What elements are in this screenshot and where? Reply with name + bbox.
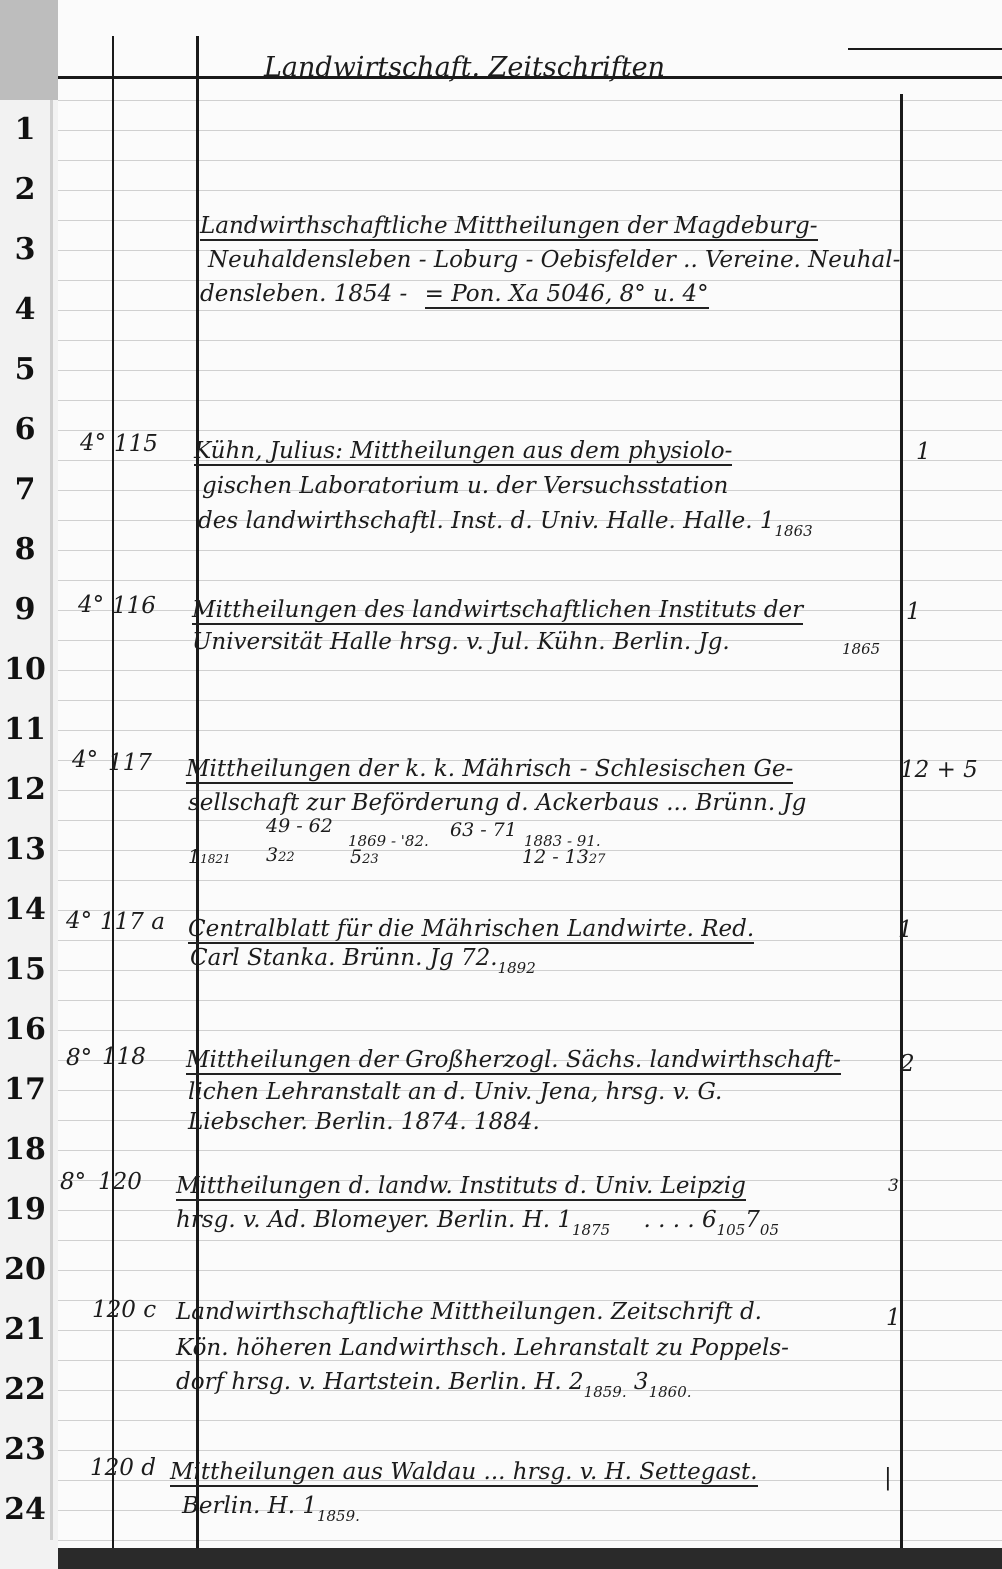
- ruled-line: [58, 1150, 1002, 1151]
- entry-118-line-1-text: Mittheilungen der Großherzogl. Sächs. landwirthschaft-: [186, 1047, 841, 1073]
- line-number: 15: [4, 952, 46, 987]
- entry-118-line-2: lichen Lehranstalt an d. Univ. Jena, hrsg. v. G.: [188, 1079, 723, 1105]
- entry-120c-year-h2: 1859.: [583, 1383, 627, 1401]
- entry-117a-count: 1: [898, 917, 913, 943]
- entry-120-vol-7-year: 05: [759, 1221, 779, 1239]
- entry-116-line-1-text: Mittheilungen des landwirtschaftlichen Instituts der: [192, 597, 804, 623]
- entry-120-vol-7: 7: [745, 1207, 760, 1233]
- ruled-line: [58, 370, 1002, 371]
- entry-120c-line-1: [176, 1298, 762, 1327]
- ruled-line: [58, 550, 1002, 551]
- ruled-line: [58, 340, 1002, 341]
- entry-117-line-1-text: Mittheilungen der k. k. Mährisch - Schlesischen Ge-: [186, 756, 794, 782]
- entry-120d-line-1-text: Mittheilungen aus Waldau ... hrsg. v. H. Settegast.: [170, 1459, 758, 1485]
- ruled-line: [58, 730, 1002, 731]
- entry-116-line-2: Universität Halle hrsg. v. Jul. Kühn. Berlin. Jg.: [192, 629, 730, 655]
- entry-120-format: 8°: [60, 1169, 87, 1195]
- entry-117-count: 12 + 5: [900, 757, 978, 783]
- entry-1-line-2: Neuhaldensleben - Loburg - Oebisfelder .. Vereine. Neuhal-: [208, 247, 901, 273]
- line-number: 21: [4, 1312, 46, 1347]
- ruled-line: [58, 1000, 1002, 1001]
- entry-117-vol-1: [188, 846, 231, 868]
- ruled-line: [58, 1540, 1002, 1541]
- ruled-line: [58, 160, 1002, 161]
- ruled-line: [58, 130, 1002, 131]
- entry-1-line-1: [200, 212, 818, 241]
- entry-117-vol-12-13-num: 12 - 13: [522, 846, 589, 868]
- entry-117a-line-2-text: Carl Stanka. Brünn. Jg 72.: [190, 945, 498, 971]
- entry-117-vol-3: [266, 844, 295, 866]
- entry-1-shelfmark: = Pon. Xa 5046, 8° u. 4°: [424, 281, 709, 307]
- entry-115-line-1: [194, 437, 732, 466]
- entry-1-line-3: [200, 280, 709, 309]
- entry-115-line-3: [198, 507, 813, 546]
- entry-117a-line-1: [188, 915, 754, 944]
- ruled-line: [58, 670, 1002, 671]
- entry-120c-vol-3: 3: [633, 1369, 649, 1395]
- ruled-line: [58, 1270, 1002, 1271]
- ruled-line: [58, 430, 1002, 431]
- entry-117a-year: 1892: [497, 959, 536, 977]
- line-number: 1: [14, 112, 36, 147]
- entry-120d-number: 120 d: [90, 1455, 156, 1481]
- entry-120-line-2-dots: . . . . 6: [643, 1207, 717, 1233]
- entry-116-number: 116: [112, 593, 156, 619]
- entry-1-line-3-text: densleben. 1854 -: [200, 281, 408, 307]
- entry-118-number: 118: [102, 1044, 146, 1070]
- entry-116-year: 1865: [842, 640, 881, 658]
- entry-120d-line-1: [170, 1458, 758, 1487]
- entry-117-vol-12-13: [522, 846, 605, 868]
- ruled-line: [58, 880, 1002, 881]
- line-number: 10: [4, 652, 46, 687]
- ruled-line: [58, 910, 1002, 911]
- ruled-line: [58, 580, 1002, 581]
- margin-header-shade: [0, 0, 58, 100]
- entry-120-count: 3: [888, 1176, 899, 1196]
- line-number: 14: [4, 892, 46, 927]
- entry-117-line-2: sellschaft zur Beförderung d. Ackerbaus ... Brünn. Jg: [188, 790, 807, 816]
- entry-117-vol-63-71: 63 - 71: [450, 819, 517, 841]
- line-number: 2: [14, 172, 36, 207]
- entry-115-line-1-text: Kühn, Julius: Mittheilungen aus dem physiolo-: [194, 438, 733, 464]
- line-number: 13: [4, 832, 46, 867]
- entry-120c-year-h3: 1860.: [648, 1383, 692, 1401]
- line-number: 19: [4, 1192, 46, 1227]
- entry-120d-year: 1859.: [316, 1507, 360, 1525]
- entry-117-line-1: [186, 755, 793, 784]
- header-rule-right: [848, 48, 1002, 50]
- line-number: 8: [14, 532, 36, 567]
- entry-117-format: 4°: [72, 747, 99, 773]
- entry-118-line-3: Liebscher. Berlin. 1874. 1884.: [188, 1109, 540, 1135]
- entry-117-vol-5-num: 5: [350, 846, 363, 868]
- line-number: 12: [4, 772, 46, 807]
- entry-117a-line-1-text: Centralblatt für die Mährischen Landwirte. Red.: [188, 916, 755, 942]
- line-number: 23: [4, 1432, 46, 1467]
- entry-120c-line-3-text: dorf hrsg. v. Hartstein. Berlin. H. 2: [176, 1369, 584, 1395]
- entry-120d-line-2: [182, 1492, 360, 1531]
- entry-117-vol-1-year: 1821: [200, 852, 231, 866]
- ruled-line: [58, 700, 1002, 701]
- entry-120-line-2-text: hrsg. v. Ad. Blomeyer. Berlin. H. 1: [176, 1207, 572, 1233]
- entry-120c-line-2: Kön. höheren Landwirthsch. Lehranstalt zu Poppels-: [176, 1335, 789, 1361]
- ruled-line: [58, 310, 1002, 311]
- entry-118-format: 8°: [66, 1045, 93, 1071]
- entry-1-line-1-text: Landwirthschaftliche Mittheilungen der Magdeburg-: [200, 213, 818, 239]
- line-number: 11: [4, 712, 46, 747]
- entry-117-vol-1-num: 1: [188, 846, 201, 868]
- line-number: 3: [14, 232, 36, 267]
- ruled-line: [58, 820, 1002, 821]
- entry-120-line-2: [176, 1206, 779, 1245]
- entry-120-vol-6-year: 105: [716, 1221, 746, 1239]
- entry-116-line-1: [192, 596, 803, 625]
- entry-117-vol-5-year: 23: [362, 852, 379, 867]
- line-number: 24: [4, 1492, 46, 1527]
- entry-117a-line-2: [190, 944, 536, 983]
- entry-118-line-1: [186, 1046, 841, 1075]
- entry-120d-line-2-text: Berlin. H. 1: [182, 1493, 317, 1519]
- ruled-line: [58, 1420, 1002, 1421]
- line-number: 16: [4, 1012, 46, 1047]
- entry-120-year: 1875: [572, 1221, 611, 1239]
- entry-116-format: 4°: [78, 592, 105, 618]
- entry-115-year: 1863: [774, 522, 813, 540]
- entry-117-vol-12-13-year: 27: [588, 852, 606, 867]
- entry-120c-number: 120 c: [92, 1297, 157, 1323]
- entry-115-line-2: gischen Laboratorium u. der Versuchsstation: [202, 473, 729, 499]
- entry-115-count: 1: [916, 439, 931, 465]
- entry-117-year-1883-91: 1883 - 91.: [524, 832, 601, 850]
- entry-117-vol-5: [350, 846, 379, 868]
- ruled-line: [58, 1030, 1002, 1031]
- page-title: Landwirtschaft. Zeitschriften: [264, 52, 666, 83]
- entry-120c-line-1-text: Landwirthschaftliche Mittheilungen. Zeitschrift d.: [176, 1299, 762, 1325]
- ruled-line: [58, 1450, 1002, 1451]
- line-number: 22: [4, 1372, 46, 1407]
- entry-118-count: 2: [900, 1051, 915, 1077]
- margin-edge: [50, 100, 53, 1540]
- ledger-page: [58, 0, 1002, 1569]
- line-number: 17: [4, 1072, 46, 1107]
- entry-120d-count: |: [884, 1465, 892, 1491]
- entry-120c-count: 1: [886, 1305, 901, 1331]
- entry-120-line-1-text: Mittheilungen d. landw. Instituts d. Univ. Leipzig: [176, 1173, 746, 1199]
- ruled-line: [58, 400, 1002, 401]
- entry-117a-format: 4°: [66, 908, 93, 934]
- entry-115-format: 4°: [80, 430, 107, 456]
- entry-120-line-1: [176, 1172, 746, 1201]
- line-number: 4: [14, 292, 36, 327]
- line-number: 20: [4, 1252, 46, 1287]
- entry-117-number: 117: [108, 750, 152, 776]
- entry-115-number: 115: [114, 431, 158, 457]
- entry-117-vol-3-num: 3: [266, 844, 279, 866]
- entry-117-vol-49-62: 49 - 62: [266, 815, 333, 837]
- line-number: 5: [14, 352, 36, 387]
- entry-117-vol-3-year: 22: [278, 850, 295, 865]
- line-number: 6: [14, 412, 36, 447]
- line-number: 18: [4, 1132, 46, 1167]
- bottom-edge-shadow: [58, 1548, 1002, 1569]
- ruled-line: [58, 1330, 1002, 1331]
- entry-117-year-1869-82: 1869 - '82.: [348, 832, 429, 850]
- entry-115-line-3-text: des landwirthschaftl. Inst. d. Univ. Halle. Halle. 1: [198, 508, 775, 534]
- ruled-line: [58, 100, 1002, 101]
- entry-120-number: 120: [98, 1169, 142, 1195]
- line-number: 9: [14, 592, 36, 627]
- entry-120c-line-3: [176, 1368, 692, 1407]
- entry-116-count: 1: [906, 599, 921, 625]
- line-number: 7: [14, 472, 36, 507]
- ruled-line: [58, 190, 1002, 191]
- entry-117a-number: 117 a: [100, 909, 165, 935]
